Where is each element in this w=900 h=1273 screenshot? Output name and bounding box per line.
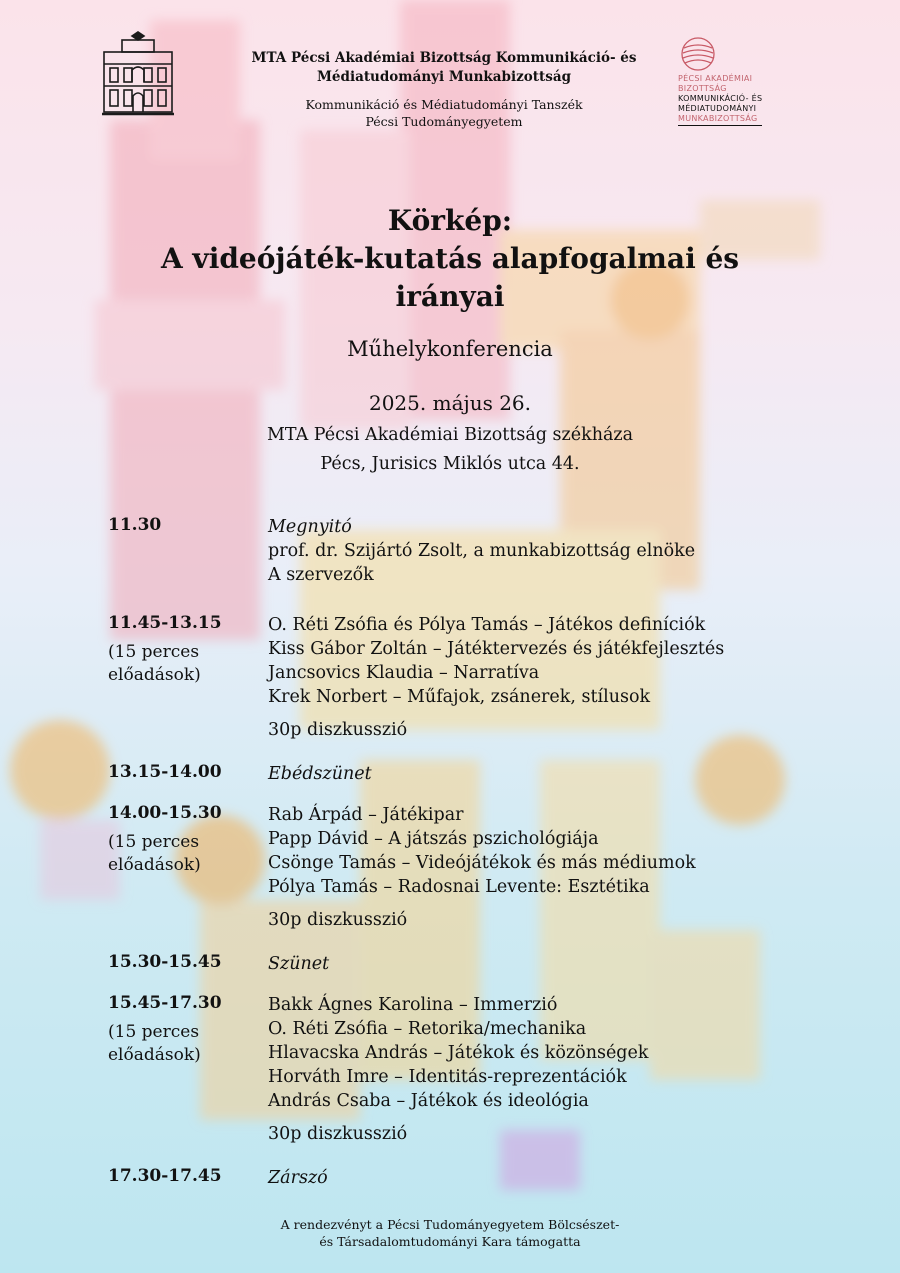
schedule-discussion: 30p diszkusszió [268, 910, 408, 930]
sponsor-line-2: és Társadalomtudományi Kara támogatta [319, 1234, 581, 1249]
schedule-time: 14.00-15.30 [108, 803, 222, 823]
organizer-line-1: MTA Pécsi Akadémiai Bizottság Kommunikáció- és [251, 50, 637, 66]
committee-logo [678, 36, 778, 126]
schedule-block [108, 803, 808, 932]
schedule-time: 15.45-17.30 [108, 993, 222, 1013]
sponsor-note [0, 1216, 900, 1250]
schedule-item: Kiss Gábor Zoltán – Játéktervezés és játékfejlesztés [268, 639, 725, 659]
logo-line-3: KOMMUNIKÁCIÓ- ÉS [678, 94, 763, 103]
schedule-item: Krek Norbert – Műfajok, zsánerek, stílusok [268, 687, 651, 707]
organizer-line-2: Médiatudományi Munkabizottság [316, 69, 572, 85]
schedule-time: 15.30-15.45 [108, 952, 222, 972]
event-date: 2025. május 26. [368, 391, 531, 415]
logo-line-2: BIZOTTSÁG [678, 84, 727, 93]
schedule-item: O. Réti Zsófia – Retorika/mechanika [268, 1019, 587, 1039]
organizer-name [220, 49, 668, 87]
schedule-item: Zárszó [268, 1168, 328, 1188]
logo-line-5: MUNKABIZOTTSÁG [678, 114, 758, 123]
schedule-item: Szünet [268, 954, 330, 974]
schedule-time: 13.15-14.00 [108, 762, 222, 782]
department-line-2: Pécsi Tudományegyetem [365, 114, 523, 129]
schedule-item: Pólya Tamás – Radosnai Levente: Esztétika [268, 877, 650, 897]
schedule-note: (15 perces előadások) [108, 642, 201, 685]
schedule-item: Bakk Ágnes Karolina – Immerzió [268, 995, 558, 1015]
schedule-note: (15 perces előadások) [108, 832, 201, 875]
building-logo [102, 30, 174, 116]
schedule-discussion: 30p diszkusszió [268, 720, 408, 740]
logo-underline [678, 125, 762, 126]
schedule-block [108, 993, 808, 1146]
venue-line-1: MTA Pécsi Akadémiai Bizottság székháza [266, 425, 634, 445]
schedule-item: A szervezők [268, 565, 374, 585]
schedule-block [108, 762, 808, 786]
schedule-note: (15 perces előadások) [108, 1022, 201, 1065]
schedule-block [108, 952, 808, 976]
schedule-item: prof. dr. Szijártó Zsolt, a munkabizottság elnöke [268, 541, 696, 561]
schedule-time: 17.30-17.45 [108, 1166, 222, 1186]
logo-line-4: MÉDIATUDOMÁNYI [678, 104, 757, 113]
event-subtitle: Műhelykonferencia [347, 337, 553, 361]
schedule-time: 11.45-13.15 [108, 613, 222, 633]
schedule-item: Jancsovics Klaudia – Narratíva [268, 663, 540, 683]
schedule-block [108, 1166, 808, 1190]
schedule-item: Rab Árpád – Játékipar [268, 805, 464, 825]
venue-line-2: Pécs, Jurisics Miklós utca 44. [320, 454, 580, 474]
schedule-item: O. Réti Zsófia és Pólya Tamás – Játékos definíciók [268, 615, 706, 635]
department-line-1: Kommunikáció és Médiatudományi Tanszék [305, 97, 583, 112]
logo-line-1: PÉCSI AKADÉMIAI [678, 74, 753, 83]
title-line-2: A videójáték-kutatás alapfogalmai és [160, 242, 740, 275]
schedule [108, 515, 808, 1190]
department-name [220, 96, 668, 130]
schedule-time: 11.30 [108, 515, 162, 535]
schedule-discussion: 30p diszkusszió [268, 1124, 408, 1144]
schedule-item: Megnyitó [268, 517, 352, 537]
event-venue [0, 421, 900, 479]
schedule-item: Ebédszünet [268, 764, 372, 784]
schedule-item: Hlavacska András – Játékok és közönségek [268, 1043, 649, 1063]
schedule-item: András Csaba – Játékok és ideológia [268, 1091, 589, 1111]
schedule-item: Csönge Tamás – Videójátékok és más médiumok [268, 853, 696, 873]
schedule-block [108, 515, 808, 587]
schedule-block [108, 613, 808, 742]
circle-pattern-icon [680, 36, 716, 72]
title-line-1: Körkép: [387, 204, 513, 237]
event-title [60, 202, 840, 316]
title-line-3: irányai [395, 280, 505, 313]
sponsor-line-1: A rendezvényt a Pécsi Tudományegyetem Bölcsészet- [280, 1217, 620, 1232]
schedule-item: Horváth Imre – Identitás-reprezentációk [268, 1067, 627, 1087]
schedule-item: Papp Dávid – A játszás pszichológiája [268, 829, 599, 849]
